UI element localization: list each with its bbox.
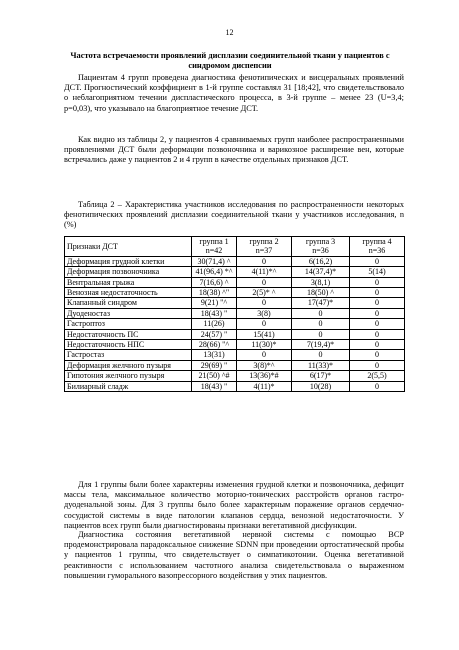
cell-group-1: 7(16,6) ^ (192, 277, 237, 287)
header-group-2 (237, 237, 292, 257)
cell-group-1: 29(69) " (192, 360, 237, 370)
table-row (65, 319, 405, 329)
cell-group-1: 18(43) " (192, 308, 237, 318)
cell-group-3: 14(37,4)* (291, 267, 349, 277)
table-row (65, 371, 405, 381)
cell-group-1: 41(96,4) *^ (192, 267, 237, 277)
paragraph-1: Пациентам 4 групп проведена диагностика фенотипических и висцеральных проявлений ДСТ. Прогностический коэффициент в 1-й группе составлял 31 [18;42], что свидетельствовало о неблагоприятном течении диспластического процесса, в 3-й группе – менее 23 (U=3,4; p=0,03), что указывало на благоприятное течение ДСТ. (64, 73, 404, 113)
cell-group-1: 11(26) (192, 319, 237, 329)
cell-group-1: 24(57) " (192, 329, 237, 339)
header-group-1 (192, 237, 237, 257)
group-2-n: n=37 (255, 246, 273, 256)
cell-group-2: 3(8)*^ (237, 360, 292, 370)
row-label: Билиарный сладж (65, 381, 192, 391)
header-features: Признаки ДСТ (65, 237, 192, 257)
table-header-row (65, 237, 405, 257)
row-label: Гипотония желчного пузыря (65, 371, 192, 381)
cell-group-3: 0 (291, 329, 349, 339)
row-label: Гастростаз (65, 350, 192, 360)
cell-group-3: 6(17)* (291, 371, 349, 381)
cell-group-4: 0 (350, 329, 405, 339)
cell-group-4: 0 (350, 360, 405, 370)
group-1-name: группа 1 (199, 237, 229, 246)
cell-group-2: 15(41) (237, 329, 292, 339)
cell-group-3: 0 (291, 350, 349, 360)
cell-group-2: 0 (237, 350, 292, 360)
row-label: Венозная недостаточность (65, 288, 192, 298)
cell-group-1: 9(21) "^ (192, 298, 237, 308)
cell-group-1: 28(66) "^ (192, 340, 237, 350)
cell-group-3: 0 (291, 319, 349, 329)
cell-group-4: 0 (350, 288, 405, 298)
cell-group-4: 0 (350, 381, 405, 391)
cell-group-1: 18(38) ^" (192, 288, 237, 298)
cell-group-4: 0 (350, 319, 405, 329)
cell-group-2: 4(11)* (237, 381, 292, 391)
row-label: Вентральная грыжа (65, 277, 192, 287)
row-label: Деформация грудной клетки (65, 256, 192, 266)
row-label: Дуоденостаз (65, 308, 192, 318)
cell-group-2: 13(36)*# (237, 371, 292, 381)
table-row (65, 381, 405, 391)
paragraph-2: Как видно из таблицы 2, у пациентов 4 сравниваемых групп наиболее распространенными проявлениями ДСТ были деформации позвоночника и варикозное расширение вен, которые встречались даже у пациентов 2 и 4 групп в качестве отдельных признаков ДСТ. (64, 135, 404, 165)
paragraph-3: Для 1 группы были более характерны изменения грудной клетки и позвоночника, дефицит массы тела, максимальное количество моторно-тонических расстройств органов гастро-дуоденальной зоны. Для 3 группы было более характерным поражение органов сердечно-сосудистой системы в виде патологии клапанов сердца, венозной недостаточности. У пациентов всех групп были диагностированы признаки вегетативной дисфункции. (64, 480, 404, 530)
table-row (65, 360, 405, 370)
table-row (65, 329, 405, 339)
cell-group-3: 11(33)* (291, 360, 349, 370)
cell-group-3: 0 (291, 308, 349, 318)
paragraph-4: Диагностика состояния вегетативной нервной системы с помощью ВСР продемонстрировала парадоксальное снижение SDNN при проведении ортостатической пробы у пациентов 1 группы, что свидетельствует о симпатикотонии. Оценка вегетативной реактивности с использованием частотного анализа свидетельствовала о выраженном повышении гуморального вазопрессорного воздействия у этих пациентов. (64, 530, 404, 580)
cell-group-2: 4(11)*^ (237, 267, 292, 277)
cell-group-4: 0 (350, 340, 405, 350)
row-label: Гастроптоз (65, 319, 192, 329)
group-3-n: n=36 (312, 246, 329, 256)
cell-group-3: 6(16,2) (291, 256, 349, 266)
group-4-name: группа 4 (362, 237, 392, 246)
cell-group-4: 2(5,5) (350, 371, 405, 381)
table-row (65, 298, 405, 308)
cell-group-3: 7(19,4)* (291, 340, 349, 350)
cell-group-1: 30(71,4) ^ (192, 256, 237, 266)
group-2-name: группа 2 (249, 237, 279, 246)
row-label: Недостаточность ПС (65, 329, 192, 339)
table-row (65, 277, 405, 287)
cell-group-4: 0 (350, 350, 405, 360)
group-4-n: n=36 (368, 246, 386, 256)
cell-group-3: 10(28) (291, 381, 349, 391)
cell-group-4: 0 (350, 256, 405, 266)
table-row (65, 350, 405, 360)
table-row (65, 340, 405, 350)
row-label: Деформация желчного пузыря (65, 360, 192, 370)
table-row (65, 256, 405, 266)
group-3-name: группа 3 (305, 237, 336, 246)
table-row (65, 267, 405, 277)
row-label: Клапанный синдром (65, 298, 192, 308)
cell-group-1: 21(50) ^# (192, 371, 237, 381)
row-label: Деформация позвоночника (65, 267, 192, 277)
cell-group-4: 0 (350, 308, 405, 318)
cell-group-2: 0 (237, 319, 292, 329)
dst-features-table (64, 236, 405, 392)
section-title: Частота встречаемости проявлений дисплазии соединительной ткани у пациентов с синдромом диспепсии (70, 51, 390, 70)
row-label: Недостаточность НПС (65, 340, 192, 350)
cell-group-2: 2(5)* ^ (237, 288, 292, 298)
table-caption: Таблица 2 – Характеристика участников исследования по распространенности некоторых фенотипических проявлений дисплазии соединительной ткани у участников исследования, n (%) (64, 200, 404, 230)
table-row (65, 308, 405, 318)
cell-group-1: 13(31) (192, 350, 237, 360)
header-group-4 (350, 237, 405, 257)
cell-group-4: 0 (350, 277, 405, 287)
cell-group-3: 18(50) ^ (291, 288, 349, 298)
table-row (65, 288, 405, 298)
group-1-n: n=42 (205, 246, 223, 256)
cell-group-2: 11(30)* (237, 340, 292, 350)
page-number: 12 (225, 28, 234, 37)
cell-group-2: 3(8) (237, 308, 292, 318)
header-group-3 (291, 237, 349, 257)
cell-group-2: 0 (237, 298, 292, 308)
cell-group-1: 18(43) " (192, 381, 237, 391)
cell-group-2: 0 (237, 277, 292, 287)
cell-group-3: 17(47)* (291, 298, 349, 308)
cell-group-2: 0 (237, 256, 292, 266)
cell-group-4: 0 (350, 298, 405, 308)
cell-group-3: 3(8,1) (291, 277, 349, 287)
cell-group-4: 5(14) (350, 267, 405, 277)
